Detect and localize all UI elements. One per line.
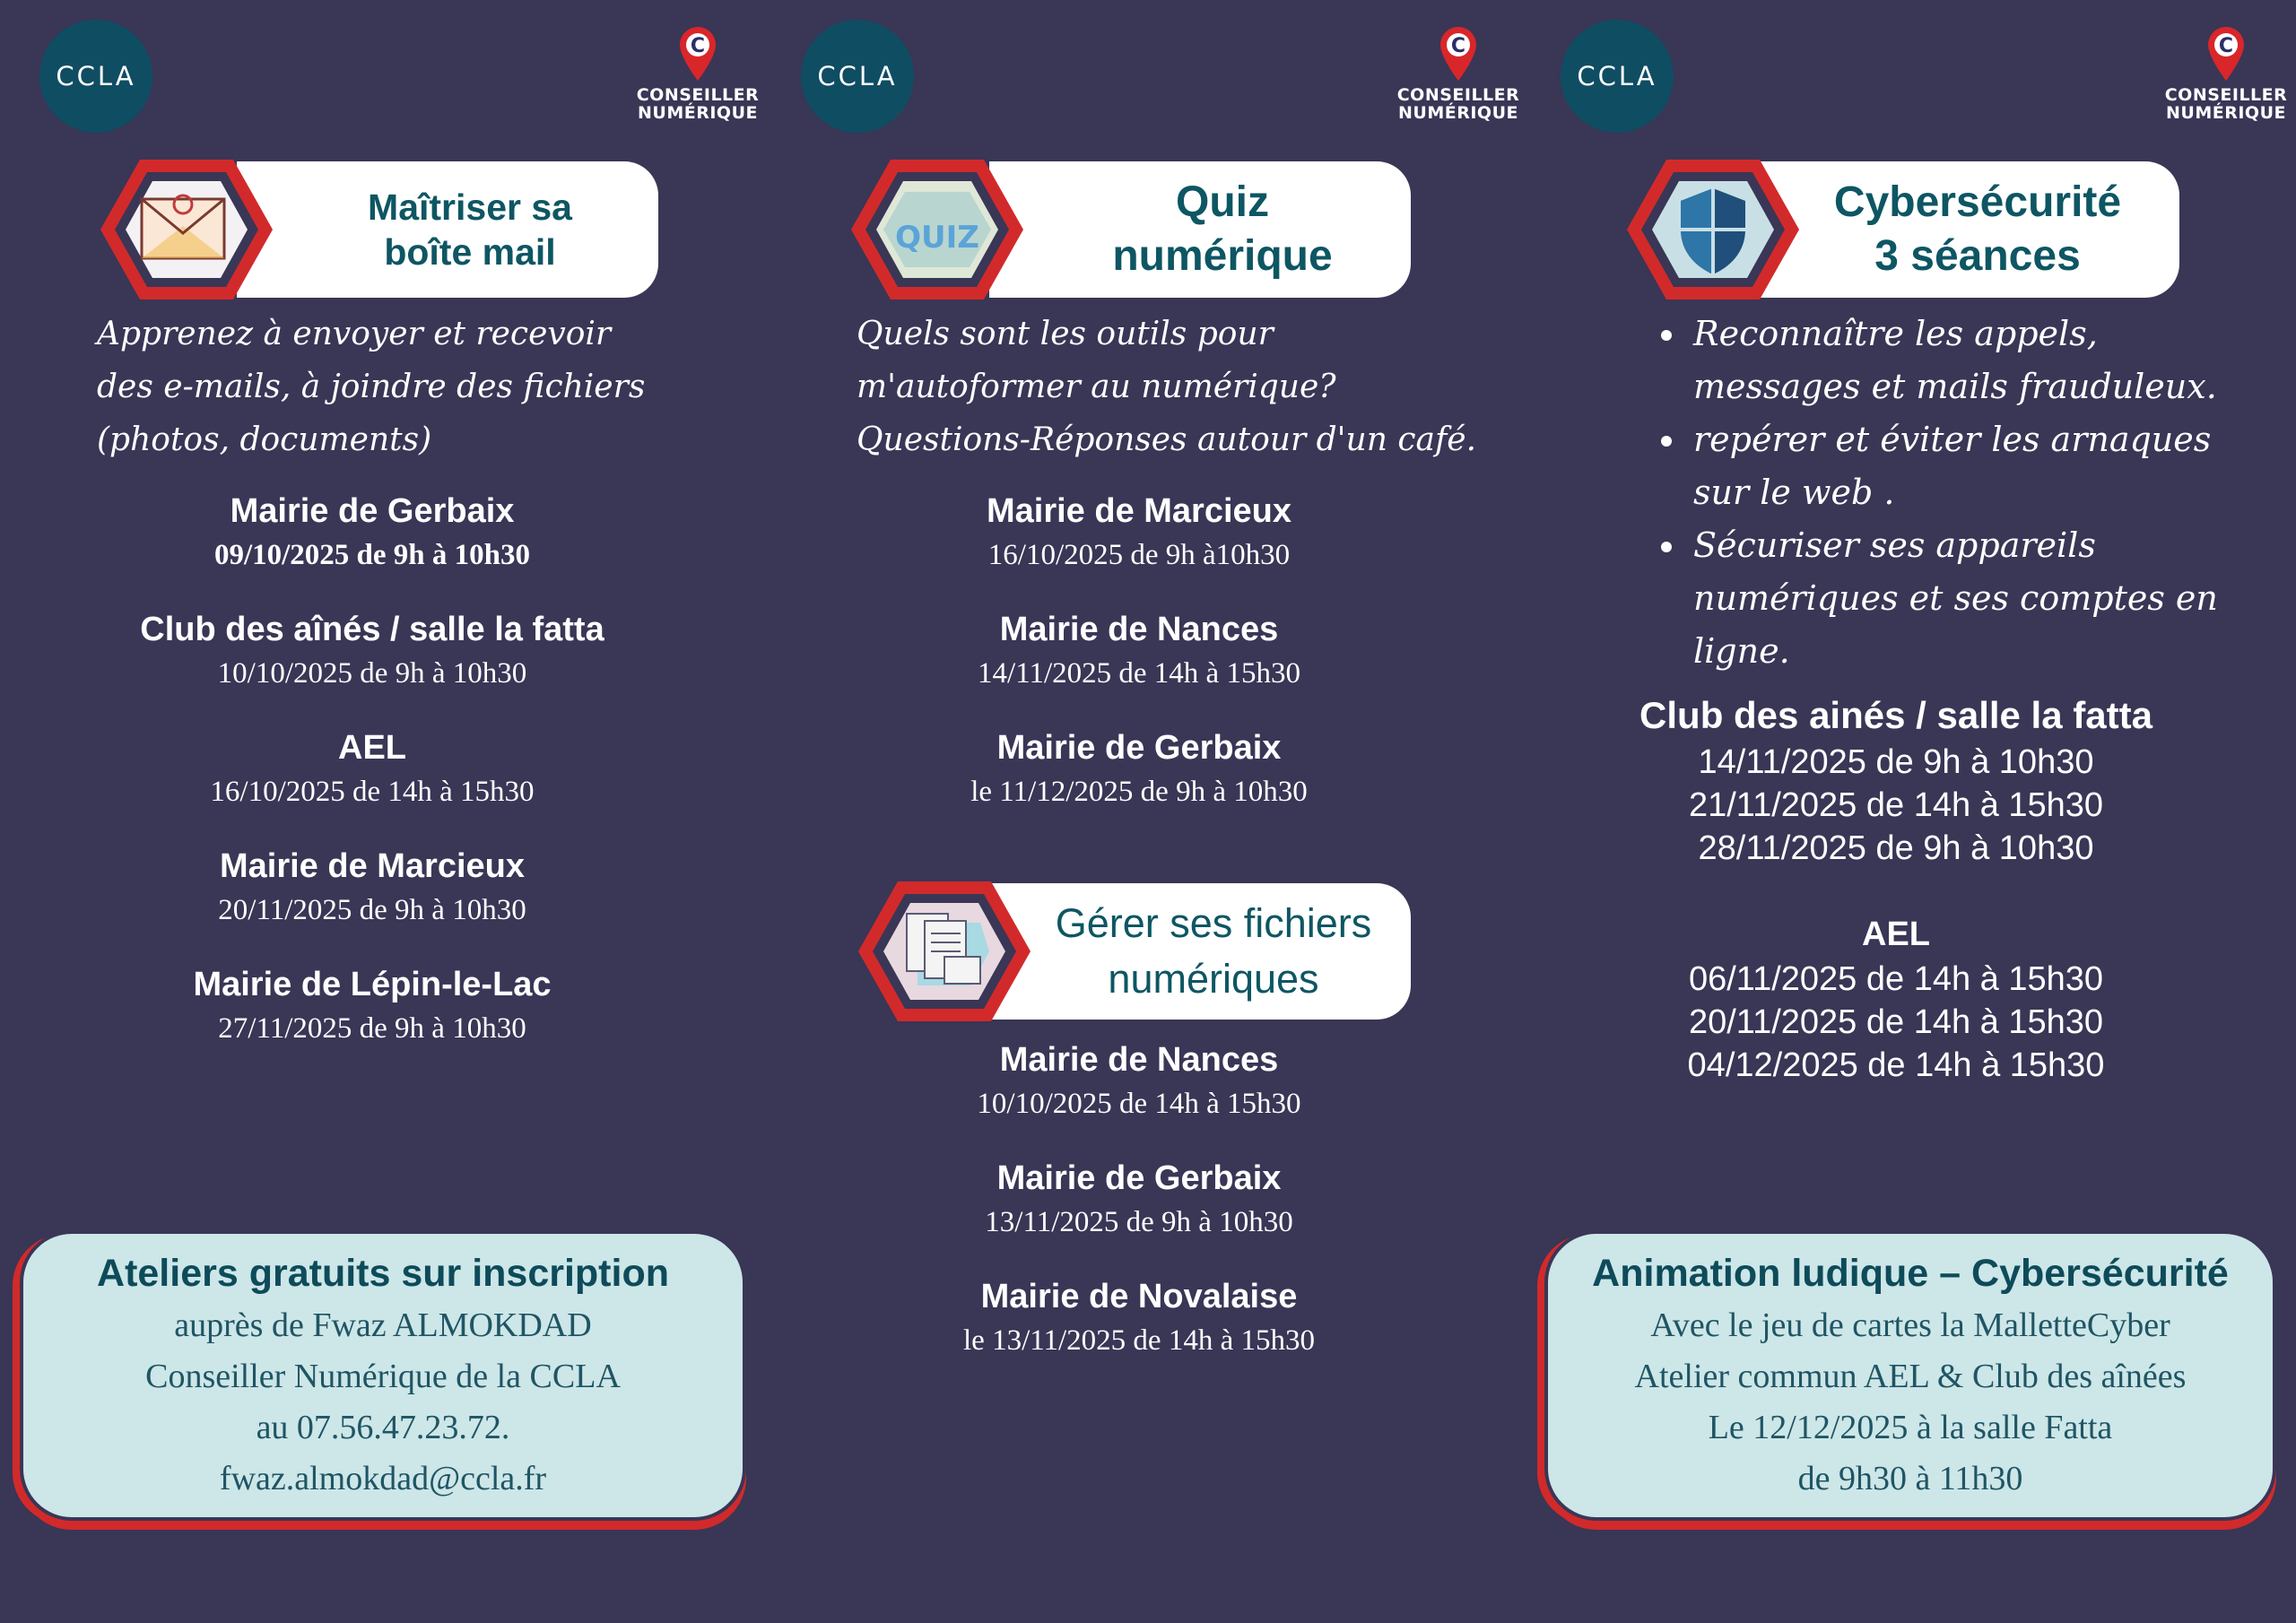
column-cybersecurity [1519, 0, 2296, 1623]
bullet-icon [1661, 330, 1672, 341]
session-item: Mairie de Novalaise le 13/11/2025 de 14h à 15h30 [963, 1278, 1315, 1357]
list-item: Reconnaître les appels, messages et mails frauduleux. [1654, 308, 2246, 413]
column-quiz [760, 0, 1519, 1623]
quiz-icon [848, 156, 1027, 303]
svg-text:C: C [1450, 35, 1466, 57]
registration-box-title: Ateliers gratuits sur inscription [97, 1252, 669, 1295]
session-item: Mairie de Marcieux 20/11/2025 de 9h à 10h30 [218, 847, 526, 926]
column-mail [0, 0, 760, 1623]
session-item: AEL 16/10/2025 de 14h à 15h30 [210, 729, 535, 808]
files-title-line2: numériques [1108, 956, 1319, 1002]
mail-description: Apprenez à envoyer et recevoir des e-mails, à joindre des fichiers (photos, documents) [97, 316, 646, 458]
session-item: Mairie de Lépin-le-Lac 27/11/2025 de 9h à 10h30 [193, 966, 552, 1045]
files-title-line1: Gérer ses fichiers [1055, 900, 1372, 946]
files-title-banner [855, 883, 1411, 1020]
ccla-logo: CCLA [801, 20, 914, 133]
session-item: Mairie de Gerbaix 09/10/2025 de 9h à 10h30 [213, 492, 531, 571]
cyber-club-sessions: Club des ainés / salle la fatta 14/11/2025 de 9h à 10h30 21/11/2025 de 14h à 15h30 28/11/2025 de 9h à 10h30 [1639, 694, 2152, 867]
registration-info-box: Ateliers gratuits sur inscription auprès de Fwaz ALMOKDAD Conseiller Numérique de la CCLA au 07.56.47.23.72. fwaz.almokdad@ccla.fr [20, 1230, 746, 1521]
bullet-icon [1661, 542, 1672, 552]
mail-title-line1: Maîtriser sa [368, 187, 572, 228]
session-item: Club des aînés / salle la fatta 10/10/2025 de 9h à 10h30 [140, 611, 604, 690]
files-sessions [865, 1037, 1413, 1392]
quiz-title-banner [848, 161, 1411, 298]
cyber-title-line1: Cybersécurité [1833, 178, 2122, 226]
cyber-ael-sessions: AEL 06/11/2025 de 14h à 15h30 20/11/2025 de 14h à 15h30 04/12/2025 de 14h à 15h30 [1687, 916, 2105, 1084]
ccla-logo: CCLA [1561, 20, 1674, 133]
session-item: Mairie de Nances 10/10/2025 de 14h à 15h30 [977, 1041, 1301, 1120]
session-item: Mairie de Gerbaix 13/11/2025 de 9h à 10h30 [985, 1159, 1293, 1238]
svg-text:QUIZ: QUIZ [895, 220, 979, 256]
mail-title-banner [97, 161, 658, 298]
conseiller-numerique-logo: C CONSEILLER NUMÉRIQUE [2163, 27, 2289, 122]
quiz-title-line2: numérique [1112, 232, 1333, 280]
ccla-logo: CCLA [39, 20, 152, 133]
svg-text:C: C [2218, 35, 2234, 57]
conseiller-numerique-logo: C CONSEILLER NUMÉRIQUE [635, 27, 761, 122]
location-pin-icon [2208, 27, 2244, 82]
location-pin-icon [1440, 27, 1476, 82]
documents-icon [855, 878, 1034, 1025]
cyber-animation-box: Animation ludique – Cybersécurité Avec le jeu de cartes la MalletteCyber Atelier commun AEL & Club des aînées Le 12/12/2025 à la salle Fatta de 9h30 à 11h30 [1544, 1230, 2276, 1521]
email-address[interactable]: fwaz.almokdad@ccla.fr [219, 1460, 547, 1497]
quiz-sessions [865, 488, 1413, 843]
cyber-title-banner [1623, 161, 2179, 298]
location-pin-icon [680, 27, 716, 82]
cyber-topics-list [1654, 308, 2246, 678]
cyber-title-line2: 3 séances [1874, 232, 2081, 280]
mail-title-line2: boîte mail [384, 231, 556, 273]
list-item: repérer et éviter les arnaques sur le web . [1654, 413, 2246, 519]
session-item: Mairie de Nances 14/11/2025 de 14h à 15h30 [978, 611, 1300, 690]
shield-icon [1623, 156, 1803, 303]
session-item: Mairie de Marcieux 16/10/2025 de 9h à10h30 [986, 492, 1292, 571]
conseiller-numerique-logo: C CONSEILLER NUMÉRIQUE [1396, 27, 1521, 122]
svg-text:C: C [690, 35, 706, 57]
list-item: Sécuriser ses appareils numériques et ses comptes en ligne. [1654, 519, 2246, 678]
animation-box-title: Animation ludique – Cybersécurité [1592, 1252, 2229, 1295]
envelope-icon [97, 156, 276, 303]
bullet-icon [1661, 436, 1672, 447]
mail-sessions [90, 488, 655, 1080]
session-item: Mairie de Gerbaix le 11/12/2025 de 9h à 10h30 [970, 729, 1308, 808]
quiz-title-line1: Quiz [1176, 178, 1269, 226]
quiz-description: Quels sont les outils pour m'autoformer au numérique? Questions-Réponses autour d'un café. [857, 316, 1477, 458]
